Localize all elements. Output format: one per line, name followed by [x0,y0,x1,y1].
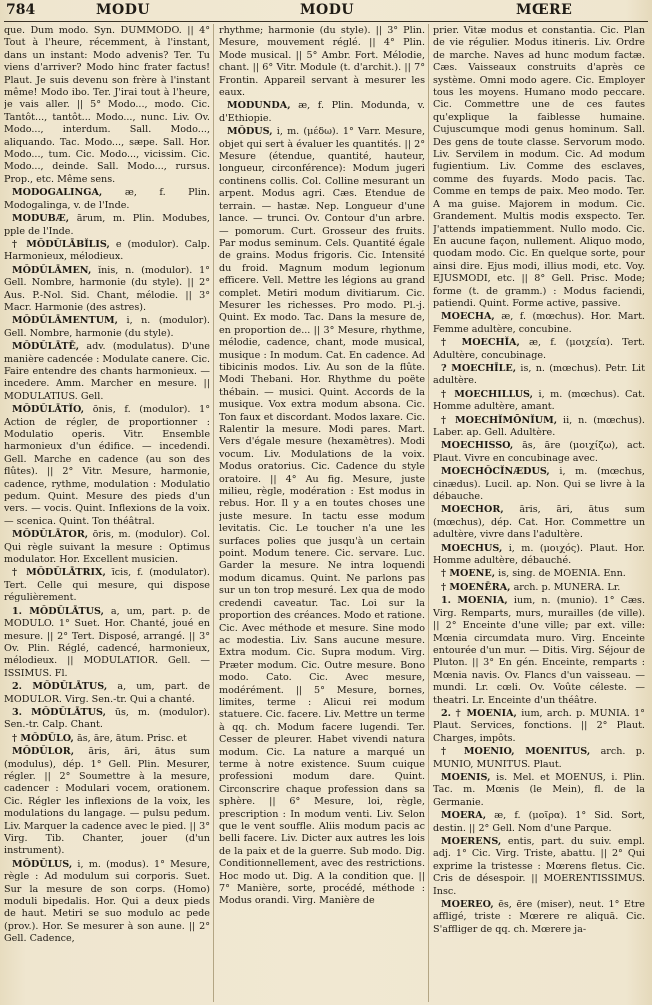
entry-lemma: ? MOECHĪLE, [441,362,517,374]
left-headword: MODU [96,2,151,18]
dictionary-entry [433,568,645,580]
column-left [4,25,210,1003]
entry-definition: ōris, m. (modulor). Col. Qui règle suivant la mesure : Optimus modulator. Hor. Excellent musicien. [4,529,210,566]
entry-lemma: MŎDŬLĀTOR, [12,529,89,541]
entry-lemma: 1. MŎDŬLĀTUS, [12,605,104,617]
page-number: 784 [6,2,36,18]
column-right [433,25,645,1003]
entry-definition: prier. Vitæ modus et constantia. Cic. Plan de vie régulier. Modus itineris. Liv. Ordre de marche. Naves ad hunc modum factæ. Cæs. Vaisseaux construits d'après ce système. Omni modo agere. Cic. Employer tous les moyens. Humano modo peccare. Cic. Commettre une de ces fautes qu'explique la faiblesse humaine. Cujuscumque modi genus hominum. Sall. Des gens de toute classe. Servorum modo. Liv. Servilem in modum. Cic. Ad modum fugientium. Liv. Comme des esclaves, comme des fuyards. Modo pacis. Tac. Comme en temps de paix. Meo modo. Ter. A ma guise. Majorem in modum. Cic. Grandement. Multis modis exspecto. Ter. J'attends impatiemment. Nullo modo. Cic. En aucune façon, nullement. Aliquo modo, quodam modo. Cic. En quelque sorte, pour ainsi dire. Ejus modi, illius modi, etc. Voy. EJUSMODI, etc. || 8° Gell. Prisc. Mode; forme (t. de gramm.) : Modus faciendi, patiendi. Quint. Forme active, passive. [433,25,645,309]
entry-definition: arch. p. MUNERA. Lr. [513,581,621,593]
entry-definition: a, um, part. de MODULOR. Virg. Sen.-tr. Qui a chanté. [4,681,210,705]
center-headword: MODU [300,2,355,18]
entry-definition: entis, part. du suiv. empl. adj. 1° Cic. Virg. Triste, abattu. || 2° Qui exprime la tristesse : Mœrens fletus. Cic. Cris de désespoir. || MOERENTISSIMUS. Insc. [433,836,645,897]
entry-definition: æ, f. (μοιχεία). Tert. Adultère, concubinage. [433,337,645,361]
entry-definition: e (modulor). Calp. Harmonieux, mélodieux. [4,238,210,263]
entry-lemma: † MŎDŬLO, [12,732,74,744]
entry-lemma: † MOECHĬA, [441,337,520,349]
dictionary-entry [433,25,645,310]
entry-lemma: MOEREO, [441,899,494,911]
entry-lemma: † MOECHĬMŌNĬUM, [441,414,558,426]
entry-definition: æ, f. (mœchus). Hor. Mart. Femme adultère, concubine. [433,311,645,335]
dictionary-entry [433,810,645,835]
dictionary-entry [4,606,210,680]
entry-definition: rhythme; harmonie (du style). || 3° Plin. Mesure, mouvement réglé. || 4° Plin. Mode musical. || 5° Ambr. Fort. Mélodie, chant. || 6° Vitr. Module (t. d'archit.). || 7° Frontin. Appareil servant à mesurer les eaux. [219,25,425,99]
dictionary-entry [433,389,645,414]
entry-definition: ūs, m. (modulor). Sen.-tr. Calp. Chant. [4,706,210,731]
entry-definition: āris, āri, ātus sum (modulus), dép. 1° Gell. Plin. Mesurer, régler. || 2° Soumettre à la mesure, cadencer : Modulari vocem, orationem. Cic. Régler les inflexions de la voix, les modulations du langage. — pulsu pedum. Liv. Marquer la cadence avec le pied. || 3° Virg. Tib. Chanter, jouer (d'un instrument). [4,746,210,857]
entry-lemma: † MOENĒRA, [441,581,511,593]
dictionary-entry [433,415,645,440]
dictionary-entry [4,341,210,403]
entry-definition: i, m. (μοιχός). Plaut. Hor. Homme adultère, débauché. [433,542,645,567]
entry-lemma: † MŎDŬLĀTRIX, [12,567,106,579]
dictionary-entry [4,529,210,566]
dictionary-entry [4,707,210,732]
entry-definition: ium, arch. p. MUNIA. 1° Plaut. Services, fonctions. || 2° Plaut. Charges, impôts. [433,707,645,744]
entry-definition: is. Mel. et MOENUS, i. Plin. Tac. m. Mœnis (le Mein), fl. de la Germanie. [433,771,645,808]
running-header [0,0,652,22]
dictionary-entry [433,337,645,362]
entry-lemma: MOECHOR, [441,504,504,516]
entry-definition: ārum, m. Plin. Modubes, pple de l'Inde. [4,213,210,237]
entry-lemma: † MOENIO, MOENITUS, [441,746,591,758]
dictionary-entry [433,836,645,898]
entry-definition: æ, f. Plin. Modunda, v. d'Ethiopie. [219,100,425,124]
dictionary-entry [433,504,645,541]
dictionary-entry [433,311,645,336]
entry-lemma: MODUNDA, [227,100,291,112]
column-divider [428,24,429,1002]
entry-definition: i, n. (modulor). Gell. Nombre, harmonie (du style). [4,315,210,339]
dictionary-entry [4,746,210,858]
entry-definition: i, m. (mœchus). Cat. Homme adultère, amant. [433,388,645,413]
entry-definition: i, m. (μέδω). 1° Varr. Mesure, objet qui sert à évaluer les quantités. || 2° Mesure (étendue, quantité, hauteur, longueur, circonférence): Modum jugeri continens collis. Col. Colline mesurant un arpent. Modus agri. Cæs. Etendue de terrain. — hastæ. Nep. Longueur d'une lance. — trunci. Ov. Contour d'un arbre. — pomorum. Curt. Grosseur des fruits. Par modus seminum. Cels. Quantité égale de grains. Modus frigoris. Cic. Intensité du froid. Magnum modum legionum efficere. Vell. Mettre les légions au grand complet. Metiri modum divitiarum. Cic. Mesurer les richesses. Pro modo. Pl.-j. Quint. Ex modo. Tac. Dans la mesure de, en proportion de... || 3° Mesure, rhythme, mélodie, cadence, chant, mode musical, musique : In modum. Cat. En cadence. Ad tibicinis modos. Liv. Au son de la flûte. Modi Thebani. Hor. Rhythme du poëte thébain. — musici. Quint. Accords de la musique. Vox extra modum absona. Cic. Ton faux et discordant. Modos laxare. Cic. Ralentir la mesure. Modi pares. Mart. Vers d'égale mesure (hexamètres). Modi vocum. Liv. Modulations de la voix. Modus oratorius. Cic. Cadence du style oratoire. || 4° Au fig. Mesure, juste milieu, règle, modération : Est modus in rebus. Hor. Il y a en toutes choses une juste mesure. In tactu esse modum levitatis. Cic. Le toucher n'a une les surfaces polies que jusqu'à un certain point. Modum tenere. Cic. servare. Luc. Garder la mesure. Ne intra loquendi modum dicamus. Quint. Ne parlons pas sur un ton trop mesuré. Lex qua de modo credendi caveatur. Tac. Loi sur la proportion des créances. Modo et ratione. Cic. Avec méthode et mesure. Sine modo ac modestia. Liv. Sans aucune mesure. Extra modum. Cic. Supra modum. Virg. Præter modum. Cic. Outre mesure. Bono modo. Cato. Cic. Avec mesure, modérément. || 5° Mesure, bornes, limites, terme : Alicui rei modum statuere. Cic. facere. Liv. Mettre un terme à qq. ch. Modum facere lugendi. Ter. Cesser de pleurer. Habet vivendi natura modum. Cic. La nature a marqué un terme à notre existence. Suum cuique professioni modum dare. Quint. Circonscrire chaque profession dans sa sphère. || 6° Mesure, loi, règle, prescription : In modum venti. Liv. Selon que le vent souffle. Aliis modum pacis ac belli facere. Liv. Dicter aux autres les lois de la paix et de la guerre. Sub modo. Dig. Conditionnellement, avec des restrictions. Hoc modo ut. Dig. A la condition que. || 7° Manière, sorte, procédé, méthode : Modus orandi. Virg. Manière de [219,126,425,907]
entry-definition: que. Dum modo. Syn. DUMMODO. || 4° Tout à l'heure, récemment, à l'instant, dans un instant: Modo advenis? Ter. Tu viens d'arriver? Modo hinc frater factus! Plaut. Je suis devenu son frère à l'instant même! Modo ibo. Ter. J'irai tout à l'heure, je vais aller. || 5° Modo..., modo. Cic. Tantôt..., tantôt... Modo..., nunc. Liv. Ov. Modo..., interdum. Sall. Modo..., aliquando. Tac. Modo..., sæpe. Sall. Hor. Modo..., tum. Cic. Modo..., vicissim. Cic. Modo..., deinde. Sall. Modo..., rursus. Prop., etc. Même sens. [4,25,210,185]
dictionary-entry [4,315,210,340]
dictionary-entry [433,466,645,503]
entry-lemma: MŎDŬLĀMEN, [12,264,92,276]
entry-lemma: † MOENE, [441,568,496,580]
dictionary-entry [4,859,210,946]
entry-definition: i, m. (mœchus, cinædus). Lucil. ap. Non. Qui se livre à la débauche. [433,466,645,503]
dictionary-entry [219,25,425,99]
entry-definition: æ, f. Plin. Modogalinga, v. de l'Inde. [4,187,210,211]
entry-lemma: MŎDŬLUS, [12,858,73,870]
entry-lemma: MOECHŎCĬNÆDUS, [441,466,550,478]
dictionary-entry [4,567,210,604]
dictionary-entry [433,708,645,745]
entry-lemma: † MŎDŬLĀBĬLIS, [12,238,110,250]
right-headword: MŒRE [516,2,573,18]
entry-lemma: MODOGALINGA, [12,187,103,199]
dictionary-entry [4,681,210,706]
entry-lemma: MODUBÆ, [12,213,70,225]
entry-definition: i, m. (modus). 1° Mesure, règle : Ad modulum sui corporis. Suet. Sur la mesure de son corps. (Homo) moduli bipedalis. Hor. Qui a deux pieds de haut. Metiri se suo modulo ac pede (prov.). Hor. Se mesurer à son aune. || 2° Gell. Cadence, [4,858,210,945]
dictionary-entry [4,733,210,745]
entry-lemma: MOECHA, [441,311,495,323]
entry-definition: ĭnis, n. (modulor). 1° Gell. Nombre, harmonie (du style). || 2° Aus. P.-Nol. Sid. Chant, mélodie. || 3° Macr. Harmonie (des astres). [4,264,210,313]
dictionary-entry [4,213,210,238]
entry-lemma: MOENIS, [441,771,491,783]
entry-lemma: 2. † MOENIA, [441,707,517,719]
entry-definition: īcis, f. (modulator). Tert. Celle qui mesure, qui dispose régulièrement. [4,567,210,604]
entry-lemma: MŎDŬLOR, [12,746,75,758]
entry-definition: æ, f. (μοῖρα). 1° Sid. Sort, destin. || 2° Gell. Nom d'une Parque. [433,810,645,834]
entry-definition: a, um, part. p. de MODULO. 1° Suet. Hor. Chanté, joué en mesure. || 2° Tert. Disposé, arrangé. || 3° Ov. Plin. Réglé, cadencé, harmonieux, mélodieux. || MODULATIOR. Gell. — ISSIMUS. Fl. [4,605,210,679]
dictionary-entry [433,440,645,465]
dictionary-entry [433,899,645,936]
dictionary-entry [219,100,425,125]
dictionary-entry [433,363,645,388]
entry-definition: ās, āre, ātum. Prisc. et [76,732,187,744]
entry-lemma: MŎDUS, [227,126,273,138]
entry-definition: ās, āre (μοιχίζω), act. Plaut. Vivre en concubinage avec. [433,440,645,464]
entry-lemma: MOERENS, [441,836,502,847]
entry-lemma: MOERA, [441,810,487,822]
dictionary-entry [433,543,645,568]
dictionary-entry [433,772,645,809]
entry-lemma: 2. MŎDŬLĀTUS, [12,681,108,693]
column-divider [213,24,214,1002]
header-rule [4,21,648,22]
dictionary-entry [4,239,210,264]
entry-lemma: 3. MŎDŬLĀTUS, [12,706,106,718]
entry-lemma: MŎDŬLĀTĒ, [12,341,80,353]
entry-definition: is, sing. de MOENIA. Enn. [498,568,626,580]
dictionary-entry [4,265,210,315]
dictionary-entry [4,404,210,528]
entry-definition: āris, āri, ātus sum (mœchus), dép. Cat. Hor. Commettre un adultère, vivre dans l'adultère. [433,504,645,541]
dictionary-entry [433,746,645,771]
entry-lemma: MOECHISSO, [441,440,514,452]
entry-lemma: 1. MOENIA, [441,595,508,607]
entry-lemma: MOECHUS, [441,542,503,554]
entry-definition: is, n. (mœchus). Petr. Lit adultère. [433,362,645,387]
entry-definition: ium, n. (munio). 1° Cæs. Virg. Remparts, murs, murailles (de ville). || 2° Enceinte d'une ville; par ext. ville: Mœnia circumdata muro. Virg. Enceinte entourée d'un mur. — Ditis. Virg. Séjour de Pluton. || 3° En gén. Enceinte, remparts : Mœnia navis. Ov. Flancs d'un vaisseau. — mundi. Lr. cœli. Ov. Voûte céleste. — theatri. Lr. Enceinte d'un théâtre. [433,595,645,706]
entry-definition: ōnis, f. (modulor). 1° Action de régler, de proportionner : Modulatio operis. Vitr. Ensemble harmonieux d'un édifice. — incedendi. Gell. Marche en cadence (au son des flûtes). || 2° Vitr. Mesure, harmonie, cadence, rythme, modulation : Modulatio pedum. Quint. Mesure des pieds d'un vers. — vocis. Quint. Inflexions de la voix. — scenica. Quint. Ton théâtral. [4,404,210,527]
dictionary-entry [4,25,210,186]
column-middle [219,25,425,1003]
dictionary-entry [219,126,425,908]
entry-definition: ii, n. (mœchus). Laber. ap. Gell. Adultère. [433,414,645,438]
dictionary-entry [4,187,210,212]
entry-definition: arch. p. MUNIO, MUNITUS. Plaut. [433,746,645,770]
entry-definition: adv. (modulatus). D'une manière cadencée : Modulate canere. Cic. Faire entendre des chants harmonieux. — incedere. Amm. Marcher en mesure. || MODULATIUS. Gell. [4,341,210,402]
entry-lemma: MŎDŬLĀMENTUM, [12,315,119,327]
entry-lemma: MŎDŬLĀTĬO, [12,404,85,416]
dictionary-entry [433,595,645,707]
entry-lemma: † MOECHILLUS, [441,388,533,400]
dictionary-entry [433,582,645,594]
entry-definition: ēs, ēre (miser), neut. 1° Etre affligé, triste : Mœrere re aliquā. Cic. S'affliger de qq. ch. Mœrere ja- [433,899,645,935]
